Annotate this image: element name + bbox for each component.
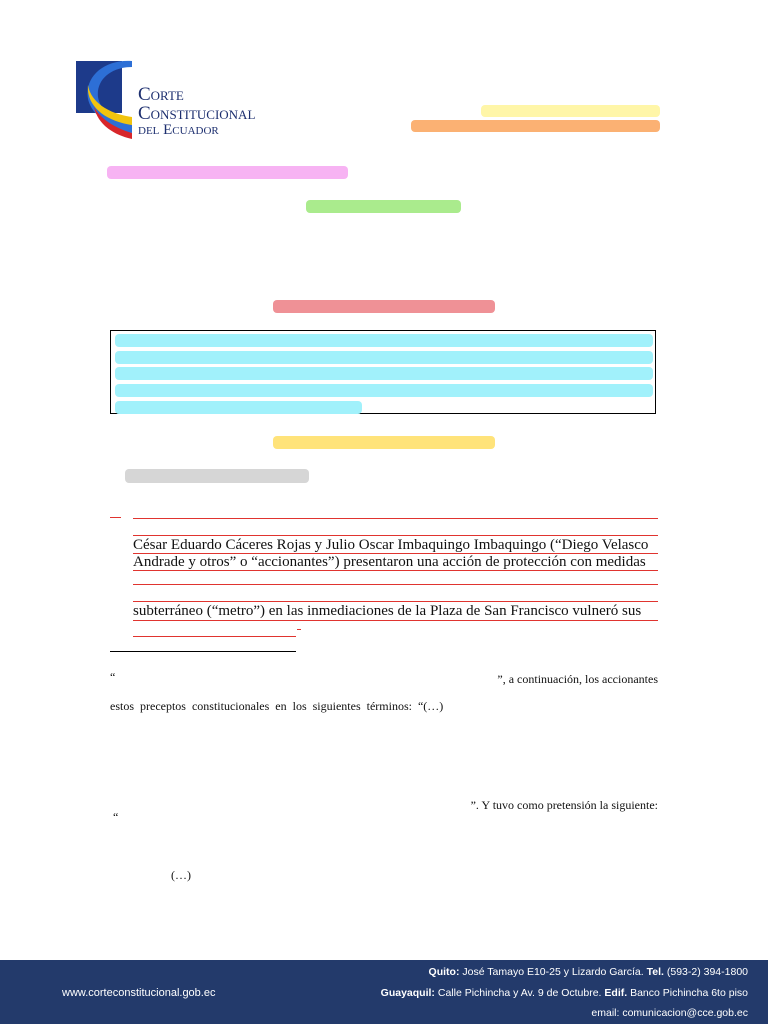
tel-number: (593-2) 394-1800 [666,966,748,978]
revision-mark [110,517,121,518]
tel-label: Tel. [646,966,664,978]
paragraph-line-2: Andrade y otros” o “accionantes”) presentaron una acción de protección con medidas [133,554,646,570]
edif-label: Edif. [604,987,628,999]
highlight-bar-pink [107,166,348,179]
quito-label: Quito: [428,966,460,978]
quito-address: José Tamayo E10-25 y Lizardo García. [462,966,644,978]
highlight-bar-orange [411,120,660,132]
summary-line-1 [115,334,653,347]
highlight-bar-gold [273,436,495,449]
footer-guayaquil-line [381,987,748,999]
revision-underline [133,518,658,519]
summary-line-2 [115,351,653,364]
guayaquil-address: Calle Pichincha y Av. 9 de Octubre. [437,987,602,999]
logo-line-2: Constitucional [138,103,256,124]
summary-line-5 [115,401,362,414]
revision-underline [133,601,658,602]
footer-website[interactable]: www.corteconstitucional.gob.ec [62,987,216,999]
paragraph-line-3: subterráneo (“metro”) en las inmediaciones de la Plaza de San Francisco vulneró sus [133,603,642,619]
revision-underline-short [133,636,296,637]
footer [0,960,768,1024]
summary-line-3 [115,367,653,380]
court-logo [74,55,288,140]
highlight-bar-green [306,200,461,213]
highlight-bar-gray [125,469,309,483]
footnote-separator [110,651,296,652]
pretension-text: ”. Y tuvo como pretensión la siguiente: [470,798,658,812]
edif-name: Banco Pichincha 6to piso [630,987,748,999]
highlight-bar-red [273,300,495,313]
court-emblem-icon [74,55,138,140]
ellipsis: (…) [171,868,191,882]
revision-underline [133,535,658,536]
revision-mark [297,629,301,630]
terms-text: estos preceptos constitucionales en los siguientes términos: “(…) [110,699,444,713]
footer-email[interactable]: email: comunicacion@cce.gob.ec [591,1007,748,1019]
revision-underline [133,620,658,621]
logo-line-1: Corte [138,84,184,105]
footer-quito-line [429,966,748,978]
continuation-text: ”, a continuación, los accionantes [497,672,658,686]
revision-underline [133,570,658,571]
open-quote: “ [110,670,116,684]
paragraph-line-1: César Eduardo Cáceres Rojas y Julio Oscar Imbaquingo Imbaquingo (“Diego Velasco [133,537,649,553]
highlight-bar-yellow [481,105,660,117]
guayaquil-label: Guayaquil: [380,987,435,999]
summary-line-4 [115,384,653,397]
logo-line-3: del Ecuador [138,122,219,138]
open-quote: “ [113,810,119,824]
revision-underline [133,584,658,585]
